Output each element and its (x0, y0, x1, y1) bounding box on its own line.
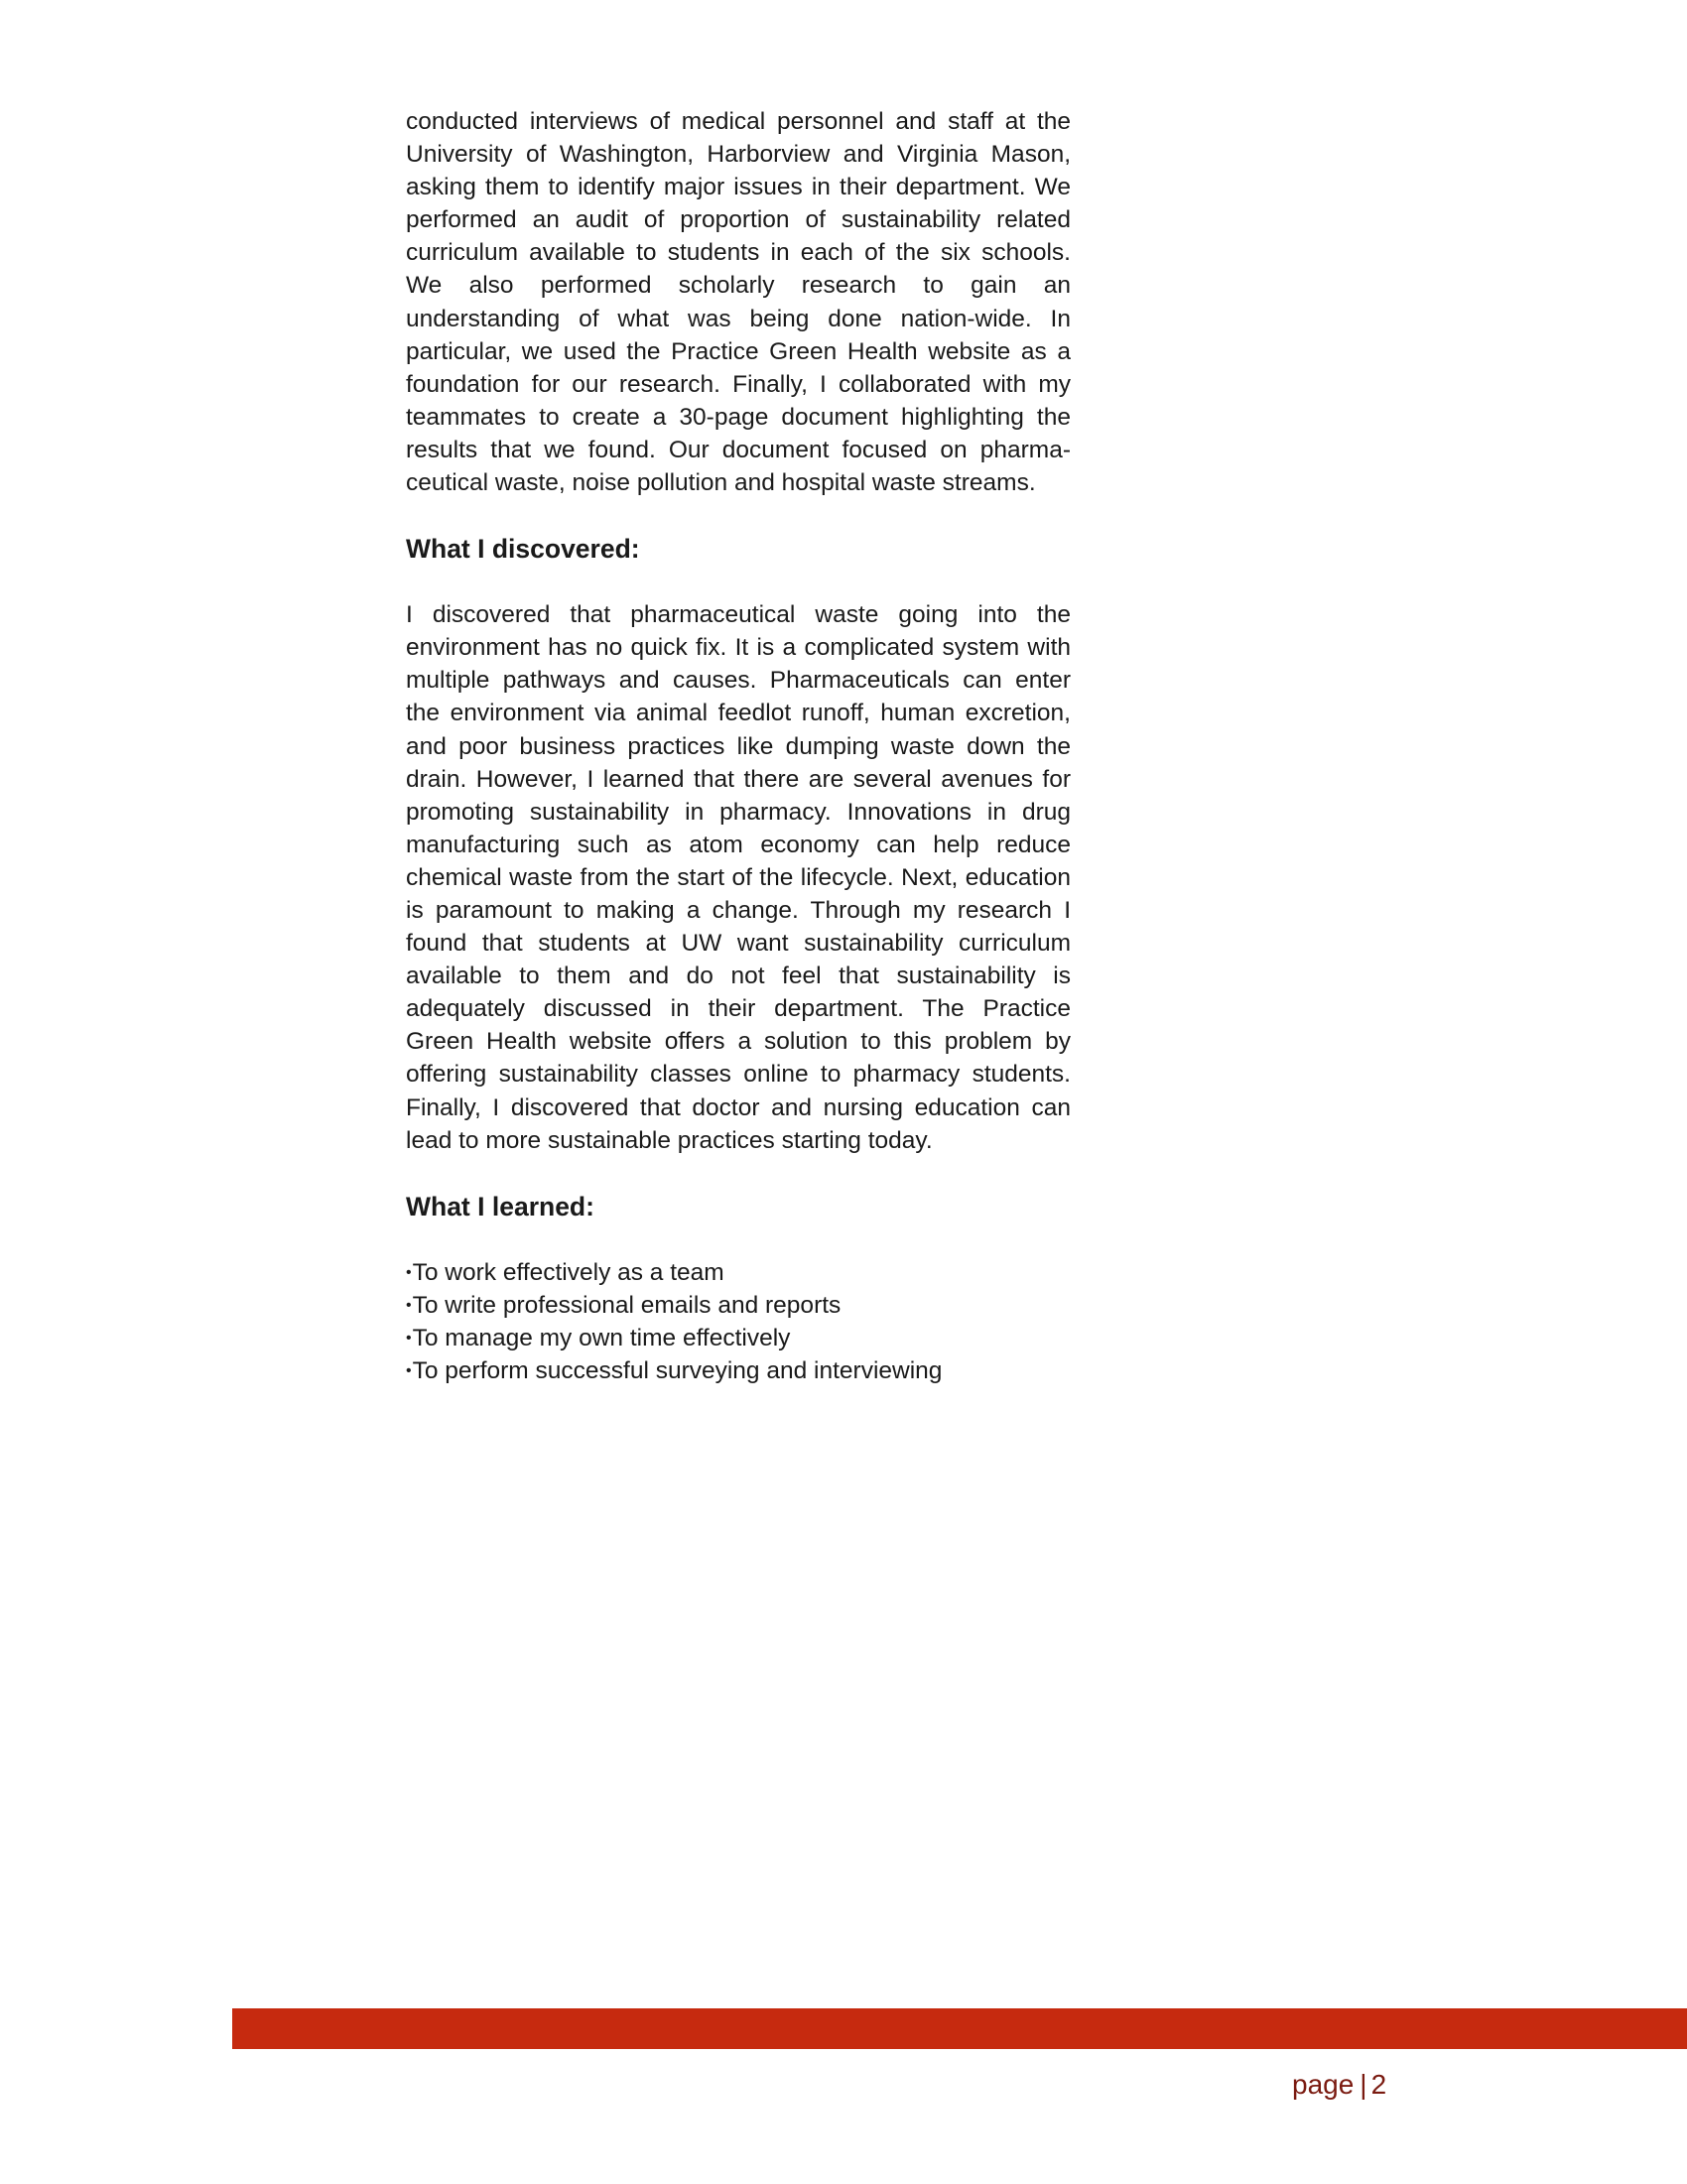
bullet-icon: • (406, 1362, 412, 1379)
page-separator: | (1360, 2069, 1367, 2100)
document-body (406, 105, 1071, 1387)
discovered-heading: What I discovered: (406, 534, 640, 565)
bullet-icon: • (406, 1296, 412, 1314)
page-number-value: 2 (1370, 2069, 1387, 2100)
bullet-icon: • (406, 1263, 412, 1281)
list-item-text: To work effectively as a team (412, 1258, 724, 1286)
bullet-icon: • (406, 1329, 412, 1347)
intro-paragraph: conducted interviews of medical personnel and staff at the University of Washington, Harborview and Virginia Mason, asking them to identify major issues in their department. We performed an audit of proportion of sustainability related curriculum available to students in each of the six schools. We also performed scholarly research to gain an understanding of what was being done nation-wide. In particular, we used the Practice Green Health website as a foundation for our research. Finally, I collaborated with my teammates to create a 30-page document highlighting the results that we found. Our document focused on pharmaceutical waste, noise pollution and hospital waste streams. (406, 108, 1071, 497)
list-item-text: To manage my own time effectively (412, 1324, 791, 1351)
page-label: page (1292, 2069, 1355, 2100)
list-item (406, 1322, 1071, 1354)
discovered-paragraph: I discovered that pharmaceutical waste going into the environment has no quick fix. It is a complicated system with multiple pathways and causes. Pharmaceuticals can enter the environment via animal feedlot runoff, human excretion, and poor business practices like dumping waste down the drain. However, I learned that there are several avenues for promoting sustainability in pharmacy. Innovations in drug manufacturing such as atom economy can help reduce chemical waste from the start of the lifecycle. Next, education is paramount to making a change. Through my research I found that students at UW want sustainability curriculum available to them and do not feel that sustainability is adequately discussed in their department. The Practice Green Health website offers a solution to this problem by offering sustainability classes online to pharmacy students. Finally, I discovered that doctor and nursing education can lead to more sustainable practices starting today. (406, 601, 1071, 1154)
learned-list (406, 1256, 1071, 1387)
footer-accent-bar (232, 2008, 1687, 2049)
page-number (1292, 2068, 1386, 2102)
list-item (406, 1354, 1071, 1387)
list-item (406, 1256, 1071, 1289)
list-item (406, 1289, 1071, 1322)
list-item-text: To write professional emails and reports (412, 1291, 842, 1319)
learned-heading: What I learned: (406, 1191, 594, 1221)
list-item-text: To perform successful surveying and interviewing (412, 1357, 943, 1384)
